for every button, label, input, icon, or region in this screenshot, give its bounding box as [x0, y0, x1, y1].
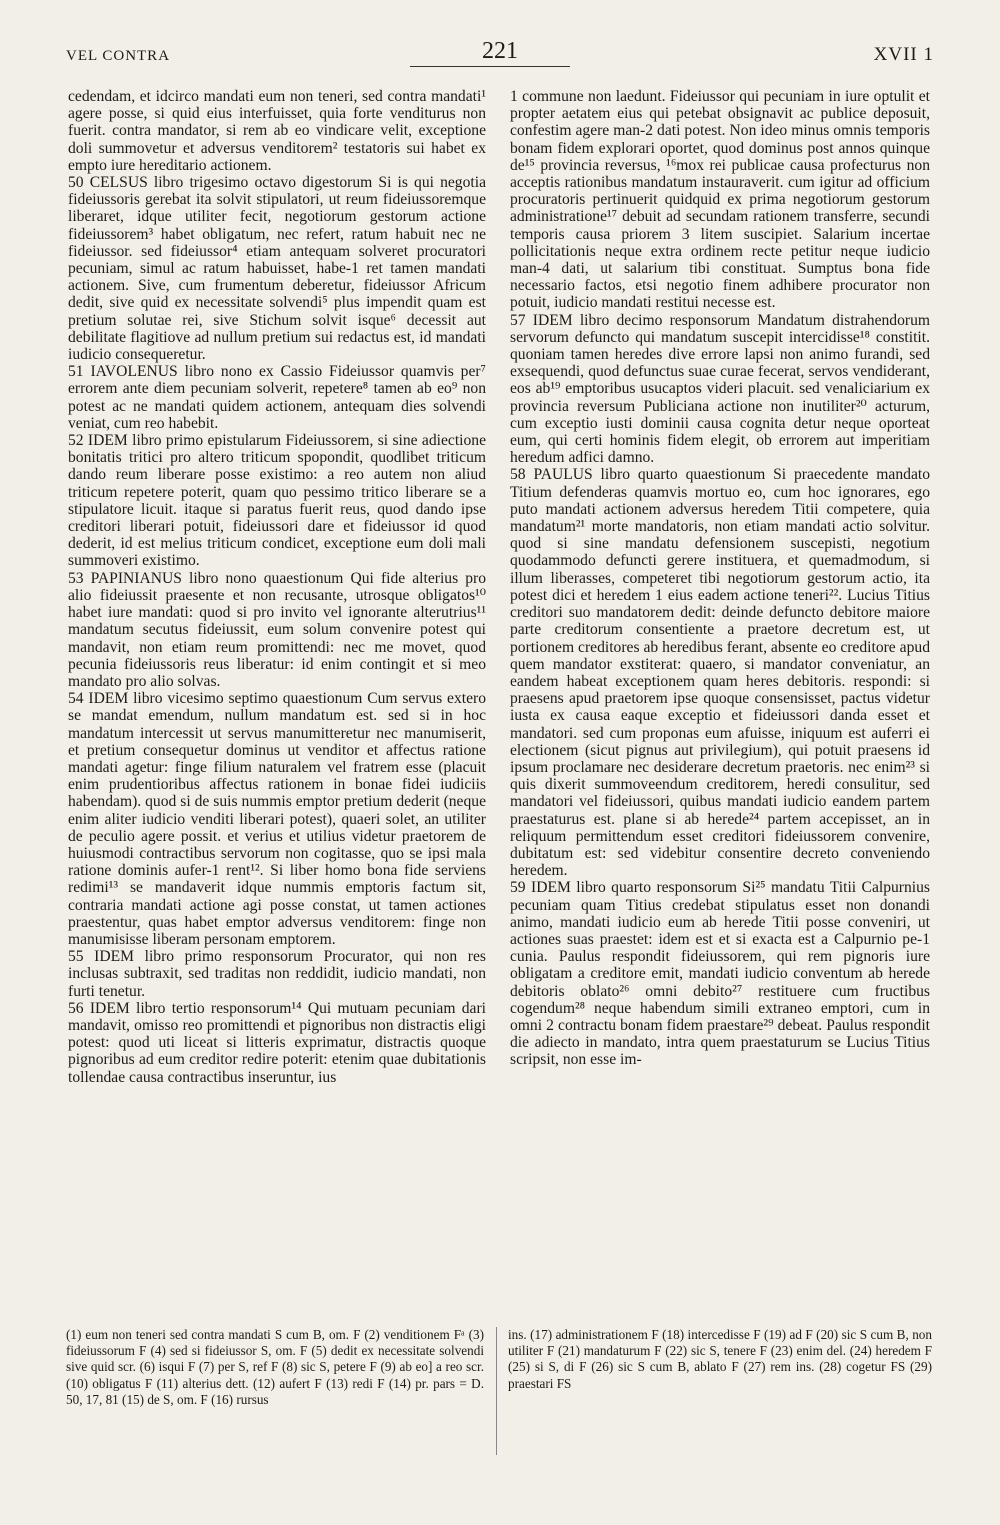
- footnote-block: ins. (17) administrationem F (18) intercedisse F (19) ad F (20) sic S cum B, non utiliter F (21) mandaturum F (22) sic S, tenere F (23) enim del. (24) heredem F (25) si S, di F (26) sic S cum B, ablato F (27) rem ins. (28) cogetur FS (29) praestari FS: [508, 1327, 932, 1391]
- right-text-column: [510, 88, 930, 1069]
- header-section-ref: XVII 1: [873, 44, 934, 65]
- header-left-title: VEL CONTRA: [66, 48, 171, 64]
- left-text-column: [68, 88, 486, 1086]
- left-paragraph: 51 IAVOLENUS libro nono ex Cassio Fideiussor quamvis per⁷ errorem ante diem pecuniam solverit, repetere⁸ tamen ab eo⁹ non potest ac ne mandati quidem actionem, antequam dies solvendi veniat, cum reo habebit.: [68, 363, 486, 432]
- page-number: 221: [482, 38, 518, 64]
- left-paragraph: 55 IDEM libro primo responsorum Procurator, qui non res inclusas subtraxit, sed traditas non reddidit, iudicio mandati, non furti tenetur.: [68, 948, 486, 1000]
- running-header: [66, 38, 934, 78]
- left-paragraph: 52 IDEM libro primo epistularum Fideiussorem, si sine adiectione bonitatis tritici pro altero triticum spopondit, quodlibet triticum dando reum liberare posse existimo: a reo autem non aliud triticum repetere poterit, quam quo pessimo tritico liberare se a stipulatore licuit. itaque si paratus fuerit reus, quod dando ipse creditori liberari potuit, fideiussori dare et fideiussor id quod dederit, id est melius triticum condicet, exceptione eum doli mali summoveri existimo.: [68, 432, 486, 570]
- footnotes-right: [508, 1327, 932, 1392]
- left-paragraph: 53 PAPINIANUS libro nono quaestionum Qui fide alterius pro alio fideiussit praesente et non recusante, utrosque obligatos¹⁰ habet iure mandati: quod si pro invito vel ignorante alterutrius¹¹ mandatum secutus fideiussit, eum solum convenire potest qui mandavit, non etiam reum promittendi: nec me movet, quod pecunia fideiussoris reus liberatur: id enim contingit et si meo mandato pro alio solvas.: [68, 569, 486, 690]
- left-paragraph: cedendam, et idcirco mandati eum non teneri, sed contra mandati¹ agere posse, si quid eius interfuisset, quia forte venditurus non fuerit. contra mandator, si rem ab eo vindicare velit, exceptione doli summovetur et adversus venditorem² testatoris sui habet ex empto iure hereditario actionem.: [68, 88, 486, 174]
- header-rule: [410, 66, 570, 67]
- footnote-divider: [496, 1327, 497, 1455]
- footnotes-left: [66, 1327, 484, 1408]
- right-paragraph: 59 IDEM libro quarto responsorum Si²⁵ mandatu Titii Calpurnius pecuniam quam Titius credebat stipulatus esset non donandi animo, mandati iudicio eum ab herede Titii posse conveniri, ut actiones suas praestet: idem est et si exacta est a Calpurnio pe-1 cunia. Paulus respondit fideiussorem, qui rem pignoris iure obligatam a creditore emit, mandati iudicio conventum ab herede debitoris oblato²⁶ omni debito²⁷ restituere cum fructibus cogendum²⁸ neque habendum simili extraneo emptori, cum in omni 2 contractu bonam fidem praestare²⁹ debeat. Paulus respondit die adiecto in mandato, intra quem praestaturum se Lucius Titius scripsit, non esse im-: [510, 879, 930, 1069]
- footnote-block: (1) eum non teneri sed contra mandati S cum B, om. F (2) venditionem Fᵃ (3) fideiussorum F (4) sed si fideiussor S, om. F (5) dedit ex necessitate solvendi sive quid scr. (6) isqui F (7) per S, ref F (8) sic S, petere F (9) ab eo] a reo scr. (10) obligatus F (11) alterius dett. (12) aufert F (13) redi F (14) pr. pars = D. 50, 17, 81 (15) de S, om. F (16) rursus: [66, 1327, 484, 1407]
- right-paragraph: 58 PAULUS libro quarto quaestionum Si praecedente mandato Titium defenderas quamvis mortuo eo, cum hoc ignorares, ego puto mandati actionem adversus heredem Titii competere, quia mandatum²¹ morte mandatoris, non etiam mandati actio solvitur. quod si sine mandatu defensionem suscepisti, negotium quodammodo defuncti gerere instituera, et quemadmodum, si illum liberasses, competeret tibi negotiorum gestorum actio, ita potest dici et heredem 1 eius eadem actione teneri²². Lucius Titius creditori suo mandatorem dedit: deinde defuncto debitore maiore parte creditorum consentiente a praetore decretum est, ut portionem creditores ab heredibus ferant, absente eo creditore apud quem mandator exstiterat: quaero, si mandator conveniatur, an eandem habeat exceptionem quam heres debitoris. respondi: si praesens apud praetorem ipse quoque consensisset, pactus videtur iusta ex causa eaque exceptio et fideiussori danda esset et mandatori. sed cum proponas eum afuisse, iniquum est auferri ei electionem (sicut pignus aut privilegium), qui potuit praesens id ipsum proclamare nec desiderare decretum praetoris. nec enim²³ si quis dixerit summoveendum creditorem, heredi consulitur, sed mandatori vel fideiussori, quibus mandati iudicio eandem partem praestaturus est. plane si ab herede²⁴ partem accepisset, an in reliquum permittendum esset creditori fideiussorem convenire, dubitatum est: sed videbitur consentire decreto conveniendo heredem.: [510, 466, 930, 880]
- right-paragraph: 1 commune non laedunt. Fideiussor qui pecuniam in iure optulit et propter aetatem eius qui petebat obsignavit ac publice deposuit, confestim agere man-2 dati potest. Non ideo minus omnis temporis bonam fidem explorari oportet, quod dominus post annos quinque de¹⁵ provincia reversus, ¹⁶mox rei publicae causa profecturus non acceptis rationibus mandatum instauraverit. cum igitur ad officium procuratoris pertinuerit quidquid ex prima negotiorum gestorum administratione¹⁷ debuit ad secundam rationem transferre, secundi temporis causa priorem 3 litem suscipiet. Salarium incertae pollicitationis neque extra ordinem recte petitur neque iudicio man-4 dati, ut salarium tibi constituat. Sumptus bona fide necessario factos, etsi negotio finem adhibere procurator non potuit, iudicio mandati restitui necesse est.: [510, 88, 930, 312]
- left-paragraph: 56 IDEM libro tertio responsorum¹⁴ Qui mutuam pecuniam dari mandavit, omisso reo promittendi et pignoribus non distractis eligi potest: quod uti liceat si litteris exprimatur, distractis quoque pignoribus ad eum creditor redire poterit: etenim quae dubitationis tollendae causa contractibus inseruntur, ius: [68, 999, 486, 1086]
- left-paragraph: 54 IDEM libro vicesimo septimo quaestionum Cum servus extero se mandat emendum, nullum mandatum est. sed si in hoc mandatum intercessit ut servus manumitteretur nec manumiserit, et pretium consequetur dominus ut venditor et affectus ratione mandati agetur: finge filium naturalem vel fratrem esse (placuit enim prudentioribus affectus rationem in bonae fidei iudiciis habendam). quod si de suis nummis emptor pretium dederit (neque enim aliter iudicio venditi liberari potest), quaeri solet, an utiliter de peculio agere possit. et verius et utilius videtur praetorem de huiusmodi contractibus servorum non cogitasse, quo se ipsi mala ratione dominis aufer-1 rent¹². Si liber homo bona fide serviens redimi¹³ se mandaverit idque nummis emptoris factum sit, contraria mandati actione agi posse constat, ut tamen actiones praestentur, quas habet emptor adversus venditorem: finge non manumisisse liberam personam emptorem.: [68, 690, 486, 948]
- right-paragraph: 57 IDEM libro decimo responsorum Mandatum distrahendorum servorum defuncto qui mandatum suscepit intercidisse¹⁸ constitit. quoniam tamen heredes dive errore lapsi non animo furandi, sed exsequendi, quod defunctus suae curae fecerat, servos vendiderant, eos ab¹⁹ emptoribus usucaptos videri placuit. sed venaliciarium ex provincia reversum Publiciana actione non inutiliter²⁰ acturum, cum exceptio iusti dominii causa cognita detur neque oporteat eum, qui certi hominis fidem elegit, ob errorem aut imperitiam heredum adfici damno.: [510, 311, 930, 467]
- left-paragraph: 50 CELSUS libro trigesimo octavo digestorum Si is qui negotia fideiussoris gerebat ita solvit stipulatori, ut reum fideiussoremque liberaret, idque utiliter fecit, negotiorum gestorum actione fideiussorem³ habet obligatum, nec refert, ratum habuit nec ne fideiussor. sed fideiussor⁴ etiam antequam solveret procuratori pecuniam, simul ac ratum habuisset, habe-1 ret tamen mandati actionem. Sive, cum frumentum deberetur, fideiussor Africum dedit, sive quid ex necessitate solvendi⁵ plus impendit quam est pretium solutae rei, sive Stichum solvit isque⁶ decessit aut debilitate flagitiove ad nullum pretium sui redactus est, id mandati iudicio consequeretur.: [68, 174, 486, 364]
